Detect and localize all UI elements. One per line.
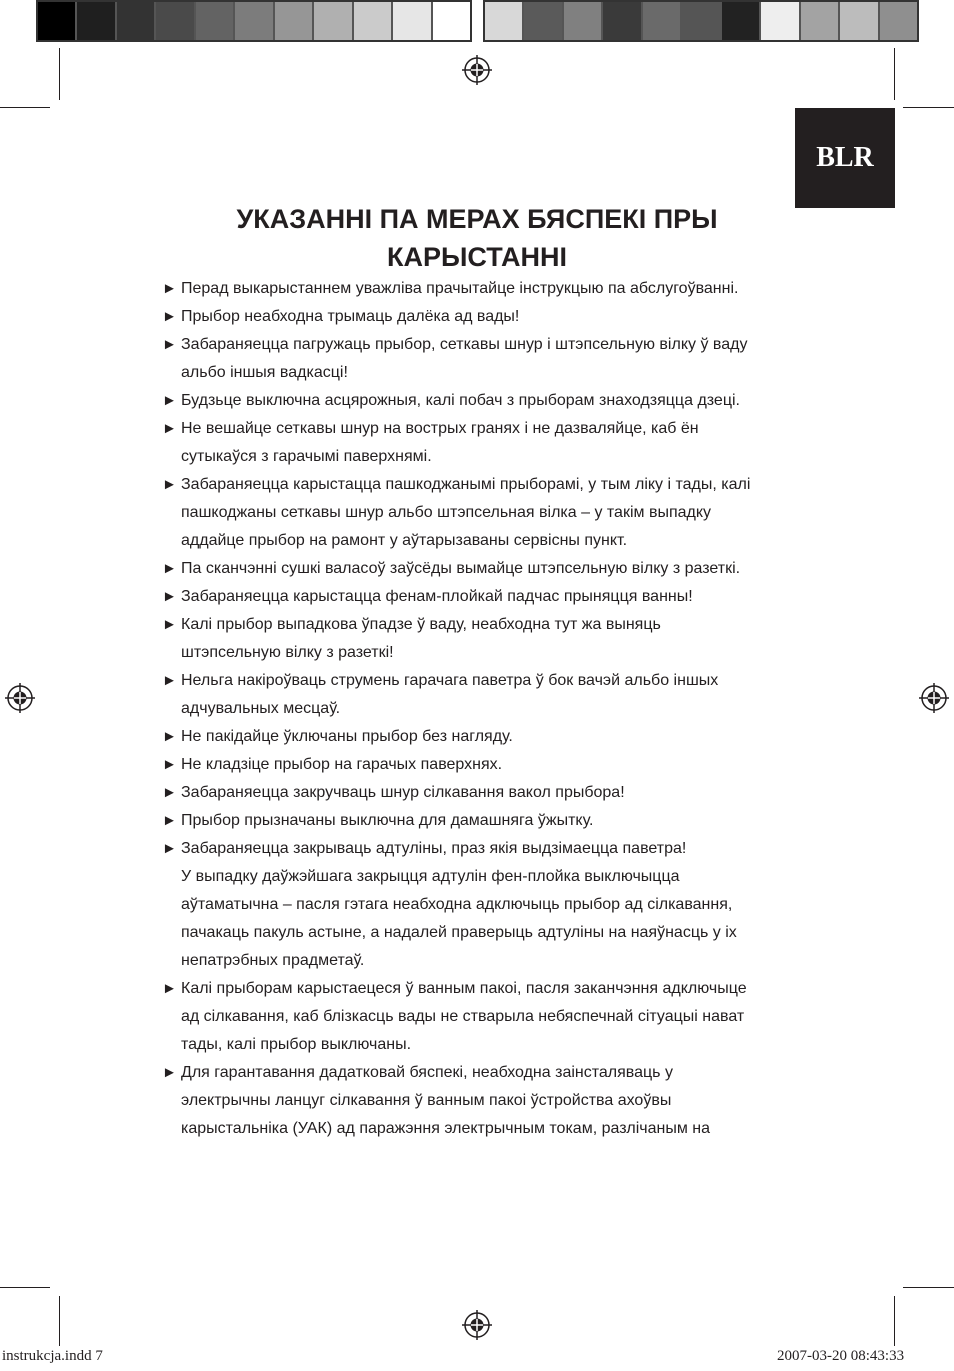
color-swatch [235, 2, 274, 40]
list-item [162, 611, 792, 667]
registration-mark-icon [461, 1309, 493, 1341]
crop-mark [0, 1287, 50, 1288]
color-swatch [275, 2, 314, 40]
crop-mark [903, 107, 954, 108]
bullet-arrow-icon: ► [162, 336, 177, 353]
list-item [162, 275, 792, 303]
list-item [162, 583, 792, 611]
slug-datetime: 2007-03-20 08:43:33 [777, 1348, 905, 1364]
color-swatch [38, 2, 77, 40]
list-item-text: Прыбор прызначаны выключна для дамашняга ўжытку. [181, 812, 594, 829]
list-item [162, 1059, 792, 1143]
language-tab: BLR [795, 108, 895, 208]
color-swatch [722, 2, 761, 40]
color-calibration-bar-left [36, 0, 472, 42]
list-item-text: Забараняецца закрываць адтуліны, праз якія выдзімаецца паветра! У выпадку даўжэйшага закрыцця адтулін фен-плойка выключыцца аўтаматычна – пасля гэтага неабходна адключыць прыбор ад сілкавання, пачакаць пакуль астыне, а надалей праверыць адтуліны на наяўнасць у іх непатрэбных прадметаў. [181, 840, 737, 969]
color-swatch [761, 2, 800, 40]
list-item-text: Не вешайце сеткавы шнур на вострых гранях і не дазваляйце, каб ён сутыкаўся з гарачымі паверхнямі. [181, 420, 699, 465]
color-swatch [603, 2, 642, 40]
bullet-arrow-icon: ► [162, 392, 177, 409]
crop-mark [0, 107, 50, 108]
list-item [162, 555, 792, 583]
bullet-arrow-icon: ► [162, 616, 177, 633]
list-item-text: Калі прыбор выпадкова ўпадзе ў ваду, неабходна тут жа выняць штэпсельную вілку з разеткі! [181, 616, 661, 661]
bullet-arrow-icon: ► [162, 812, 177, 829]
color-swatch [393, 2, 432, 40]
list-item-text: Забараняецца карыстацца фенам-плойкай падчас прыняцця ванны! [181, 588, 693, 605]
list-item [162, 303, 792, 331]
list-item-text: Па сканчэнні сушкі валасоў заўсёды вымайце штэпсельную вілку з разеткі. [181, 560, 741, 577]
color-swatch [564, 2, 603, 40]
crop-mark [903, 1287, 954, 1288]
list-item [162, 723, 792, 751]
list-item-text: Забараняецца карыстацца пашкоджанымі прыборамі, у тым ліку і тады, калі пашкоджаны сеткавы шнур альбо штэпсельная вілка – у такім выпадку аддайце прыбор на рамонт у аўтарызаваны сервісны пункт. [181, 476, 751, 549]
bullet-arrow-icon: ► [162, 476, 177, 493]
color-swatch [77, 2, 116, 40]
list-item [162, 471, 792, 555]
bullet-arrow-icon: ► [162, 728, 177, 745]
list-item-text: Забараняецца закручваць шнур сілкавання вакол прыбора! [181, 784, 625, 801]
color-swatch [840, 2, 879, 40]
color-swatch [880, 2, 917, 40]
bullet-arrow-icon: ► [162, 840, 177, 857]
slug-file-name: instrukcja.indd 7 [2, 1348, 103, 1364]
list-item [162, 751, 792, 779]
registration-mark-icon [918, 682, 950, 714]
color-swatch [354, 2, 393, 40]
crop-mark [59, 1296, 60, 1346]
list-item-text: Перад выкарыстаннем уважліва прачытайце інструкцыю па абслугоўванні. [181, 280, 739, 297]
list-item [162, 331, 792, 387]
list-item [162, 835, 792, 975]
bullet-arrow-icon: ► [162, 420, 177, 437]
bullet-arrow-icon: ► [162, 280, 177, 297]
bullet-arrow-icon: ► [162, 756, 177, 773]
list-item [162, 387, 792, 415]
color-swatch [524, 2, 563, 40]
color-swatch [643, 2, 682, 40]
bullet-arrow-icon: ► [162, 784, 177, 801]
safety-instructions-list [162, 275, 792, 1143]
color-swatch [485, 2, 524, 40]
list-item-text: Прыбор неабходна трымаць далёка ад вады! [181, 308, 520, 325]
color-swatch [156, 2, 195, 40]
color-swatch [314, 2, 353, 40]
bullet-arrow-icon: ► [162, 1064, 177, 1081]
bullet-arrow-icon: ► [162, 308, 177, 325]
crop-mark [894, 1296, 895, 1346]
bullet-arrow-icon: ► [162, 980, 177, 997]
registration-mark-icon [461, 54, 493, 86]
bullet-arrow-icon: ► [162, 588, 177, 605]
color-calibration-bar-right [483, 0, 919, 42]
crop-mark [894, 48, 895, 100]
list-item-text: Не кладзіце прыбор на гарачых паверхнях. [181, 756, 503, 773]
color-swatch [117, 2, 156, 40]
list-item [162, 415, 792, 471]
list-item-text: Не пакідайце ўключаны прыбор без нагляду. [181, 728, 513, 745]
list-item [162, 779, 792, 807]
list-item-text: Нельга накіроўваць струмень гарачага паветра ў бок вачэй альбо іншых адчувальных месцаў. [181, 672, 719, 717]
color-swatch [196, 2, 235, 40]
list-item [162, 975, 792, 1059]
registration-mark-icon [4, 682, 36, 714]
crop-mark [59, 48, 60, 100]
list-item-text: Для гарантавання дадатковай бяспекі, неабходна заінсталяваць у электрычны ланцуг сілкавання ў ванным пакоі ўстройства ахоўвы карыстальніка (УАК) ад паражэння электрычным токам, разлічаным на [181, 1064, 710, 1137]
list-item-text: Калі прыборам карыстаецеся ў ванным пакоі, пасля заканчэння адключыце ад сілкавання, каб блізкасць вады не стварыла небяспечнай сітуацыі нават тады, калі прыбор выключаны. [181, 980, 747, 1053]
list-item [162, 667, 792, 723]
page-title: УКАЗАННІ ПА МЕРАХ БЯСПЕКІ ПРЫ КАРЫСТАННІ [236, 204, 718, 272]
list-item-text: Забараняецца пагружаць прыбор, сеткавы шнур і штэпсельную вілку ў ваду альбо іншыя вадкасці! [181, 336, 748, 381]
bullet-arrow-icon: ► [162, 672, 177, 689]
color-swatch [433, 2, 470, 40]
color-swatch [801, 2, 840, 40]
color-swatch [682, 2, 721, 40]
bullet-arrow-icon: ► [162, 560, 177, 577]
list-item [162, 807, 792, 835]
list-item-text: Будзьце выключна асцярожныя, калі побач з прыборам знаходзяцца дзеці. [181, 392, 740, 409]
